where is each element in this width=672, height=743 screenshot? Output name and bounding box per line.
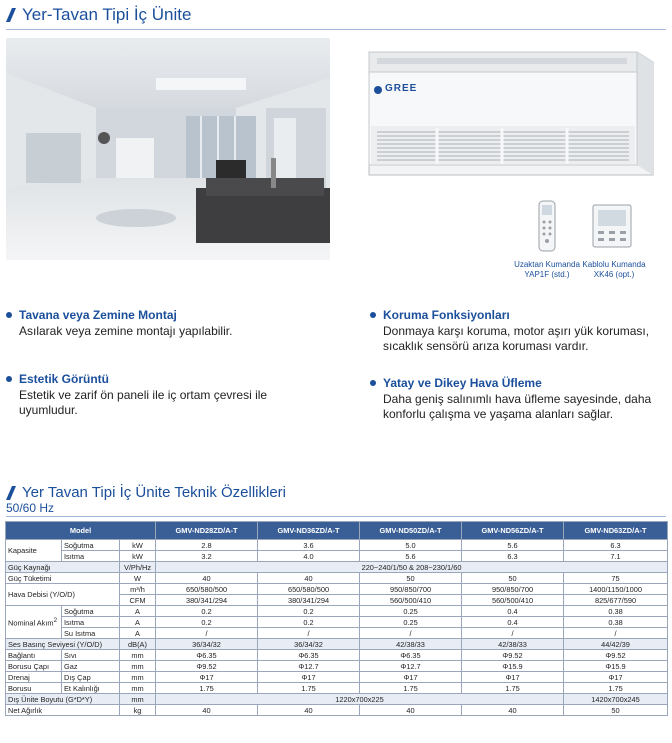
- bullet-icon: [370, 380, 376, 386]
- section-title: Yer-Tavan Tipi İç Ünite: [22, 5, 192, 24]
- bullet-icon: [6, 312, 12, 318]
- table-row: Güç Tüketimi W 40 40 50 50 75: [6, 573, 668, 584]
- table-row: Nominal Akım$^2$ Soğutma A 0.2 0.2 0.25 0.4 0.38: [6, 606, 668, 617]
- table-row: Güç Kaynağı V/Ph/Hz 220~240/1/50 & 208~230/1/60: [6, 562, 668, 573]
- table-header-row: Model GMV-ND28ZD/A-T GMV-ND36ZD/A-T GMV-ND50ZD/A-T GMV-ND56ZD/A-T GMV-ND63ZD/A-T: [6, 522, 668, 540]
- feature-desc: Donmaya karşı koruma, motor aşırı yük koruması, sıcaklık sensörü arıza koruması vardır.: [383, 324, 650, 353]
- table-row: Hava Debisi (Y/O/D) m³/h 650/580/500 650/580/500 950/850/700 950/850/700 1400/1150/1000: [6, 584, 668, 595]
- spec-table: [5, 521, 668, 716]
- wired-remote-caption: Kablolu Kumanda XK46 (opt.): [582, 260, 646, 279]
- feature-item: [370, 308, 666, 354]
- feature-desc: Asılarak veya zemine montajı yapılabilir.: [19, 324, 233, 338]
- heading-marker-icon: [6, 486, 16, 500]
- spec-rule: [6, 516, 666, 517]
- table-row: Bağlantı Sıvı mm Φ6.35 Φ6.35 Φ6.35 Φ9.52 Φ9.52: [6, 650, 668, 661]
- feature-item: [6, 308, 306, 339]
- table-row: Isıtma A 0.2 0.2 0.25 0.4 0.38: [6, 617, 668, 628]
- table-row: Net Ağırlık kg 40 40 40 40 50: [6, 705, 668, 716]
- table-row: Borusu Çapı Gaz mm Φ9.52 Φ12.7 Φ12.7 Φ15.9 Φ15.9: [6, 661, 668, 672]
- table-row: Drenaj Dış Çap mm Φ17 Φ17 Φ17 Φ17 Φ17: [6, 672, 668, 683]
- feature-item: [6, 372, 306, 418]
- indoor-unit-image: [357, 50, 657, 180]
- heading-rule: [6, 29, 666, 30]
- remote-caption: Uzaktan Kumanda YAP1F (std.): [514, 260, 580, 279]
- feature-desc: Daha geniş salınımlı hava üfleme sayesinde, daha konforlu çalışma ve yaşama alanları sağlar.: [383, 392, 652, 421]
- table-row: CFM 380/341/294 380/341/294 560/500/410 560/500/410 825/677/590: [6, 595, 668, 606]
- feature-title: Yatay ve Dikey Hava Üfleme: [383, 376, 542, 390]
- table-row: Kapasite Soğutma kW 2.8 3.6 5.0 5.6 6.3: [6, 540, 668, 551]
- bullet-icon: [6, 376, 12, 382]
- room-photo: [6, 38, 330, 260]
- feature-title: Tavana veya Zemine Montaj: [19, 308, 177, 322]
- heading-marker-icon: [6, 8, 16, 22]
- feature-item: [370, 376, 666, 422]
- section-heading: [6, 5, 191, 25]
- spec-heading: [6, 484, 286, 501]
- table-row: Dış Ünite Boyutu (G*D*Y) mm 1220x700x225 1420x700x245: [6, 694, 668, 705]
- feature-title: Estetik Görüntü: [19, 372, 110, 386]
- brand-logo: GREE: [385, 83, 418, 94]
- bullet-icon: [370, 312, 376, 318]
- spec-subtitle: 50/60 Hz: [6, 501, 55, 515]
- table-row: Borusu Et Kalınlığı mm 1.75 1.75 1.75 1.75 1.75: [6, 683, 668, 694]
- remote-controller-image: [538, 200, 556, 257]
- spec-title: Yer Tavan Tipi İç Ünite Teknik Özellikleri: [22, 484, 287, 501]
- table-row: Ses Basınç Seviyesi (Y/O/D) dB(A) 36/34/32 36/34/32 42/38/33 42/38/33 44/42/39: [6, 639, 668, 650]
- table-row: Su Isıtma A / / / / /: [6, 628, 668, 639]
- wired-controller-image: [592, 204, 632, 253]
- feature-desc: Estetik ve zarif ön paneli ile iç ortam çevresi ile uyumludur.: [19, 388, 268, 417]
- table-row: Isıtma kW 3.2 4.0 5.6 6.3 7.1: [6, 551, 668, 562]
- feature-title: Koruma Fonksiyonları: [383, 308, 510, 322]
